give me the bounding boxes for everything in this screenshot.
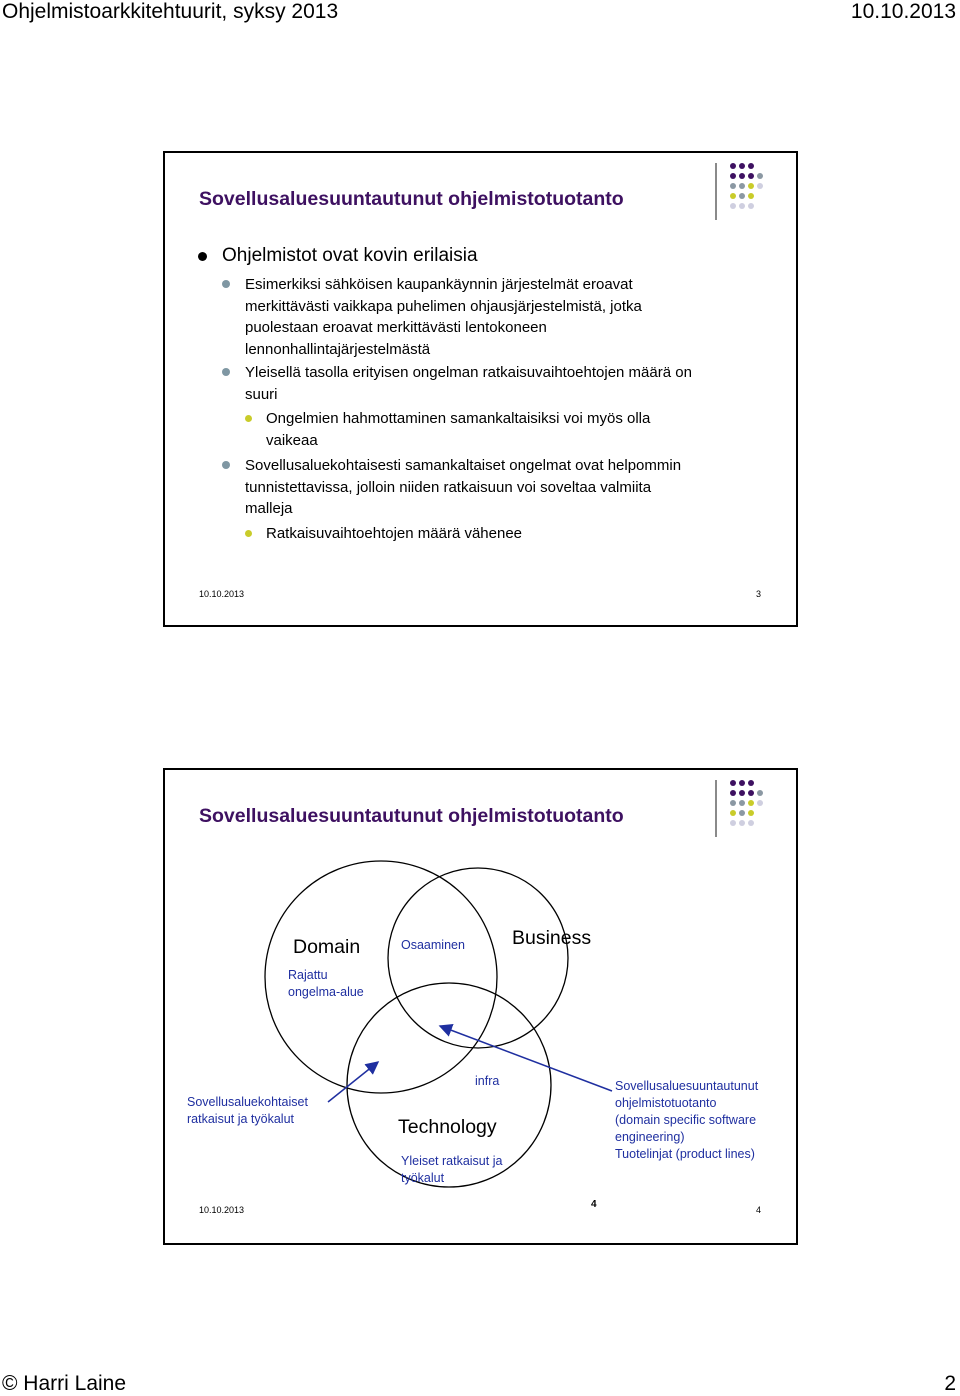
bullet-marker <box>222 368 230 376</box>
bullet-marker <box>222 280 230 288</box>
osaaminen-label: Osaaminen <box>401 938 465 952</box>
slide-number: 4 <box>755 1205 761 1215</box>
sovellusalue-label: Sovellusaluekohtaiset ratkaisut ja työkalut <box>187 1095 308 1126</box>
slide-4 <box>163 768 798 1245</box>
bullet-level-2: Sovellusaluekohtaisesti samankaltaiset ongelmat ovat helpommin tunnistettavissa, jolloin niiden ratkaisuun voi soveltaa valmiita malleja <box>245 455 765 520</box>
page-number: 2 <box>944 1372 956 1395</box>
copyright: © Harri Laine <box>2 1372 127 1395</box>
center-number: 4 <box>591 1199 597 1210</box>
bullet-level-2: Esimerkiksi sähköisen kaupankäynnin järjestelmät eroavat merkittävästi vaikkapa puhelimen ohjausjärjestelmistä, jotka puolestaan eroavat merkittävästi lentokoneen lennonhallintajärjestelmästä <box>245 274 765 360</box>
infra-label: infra <box>475 1074 500 1088</box>
business-label: Business <box>512 927 592 949</box>
technology-label: Technology <box>398 1116 497 1138</box>
domain-sub-label: Rajattu ongelma-alue <box>288 968 364 999</box>
slide-title: Sovellusaluesuuntautunut ohjelmistotuotanto <box>199 188 624 210</box>
business-circle <box>388 868 568 1048</box>
arrow-to-intersection <box>440 1026 612 1091</box>
bullet-marker <box>245 530 252 537</box>
slide-3 <box>163 151 798 627</box>
document-date: 10.10.2013 <box>850 0 956 23</box>
arrow-to-domain <box>328 1062 378 1102</box>
slide-date: 10.10.2013 <box>199 589 245 599</box>
yleiset-label: Yleiset ratkaisut ja työkalut <box>401 1154 503 1185</box>
bullet-level-2: Yleisellä tasolla erityisen ongelman ratkaisuvaihtoehtojen määrä on suuri <box>245 362 765 405</box>
bullet-level-1: Ohjelmistot ovat kovin erilaisia <box>222 245 478 267</box>
slide-date: 10.10.2013 <box>199 1205 245 1215</box>
slide-number: 3 <box>755 589 761 599</box>
bullet-level-3: Ratkaisuvaihtoehtojen määrä vähenee <box>266 523 756 545</box>
slide-title: Sovellusaluesuuntautunut ohjelmistotuotanto <box>199 805 624 827</box>
domain-engineering-text: Sovellusaluesuuntautunut ohjelmistotuotanto (domain specific software engineering) Tuotelinjat (product lines) <box>615 1079 759 1161</box>
bullet-marker <box>245 415 252 422</box>
bullet-marker <box>198 252 207 261</box>
domain-label: Domain <box>293 936 361 958</box>
bullet-marker <box>222 461 230 469</box>
slide-decoration-dots <box>715 163 765 221</box>
document-title: Ohjelmistoarkkitehtuurit, syksy 2013 <box>2 0 339 23</box>
bullet-level-3: Ongelmien hahmottaminen samankaltaisiksi voi myös olla vaikeaa <box>266 408 756 451</box>
